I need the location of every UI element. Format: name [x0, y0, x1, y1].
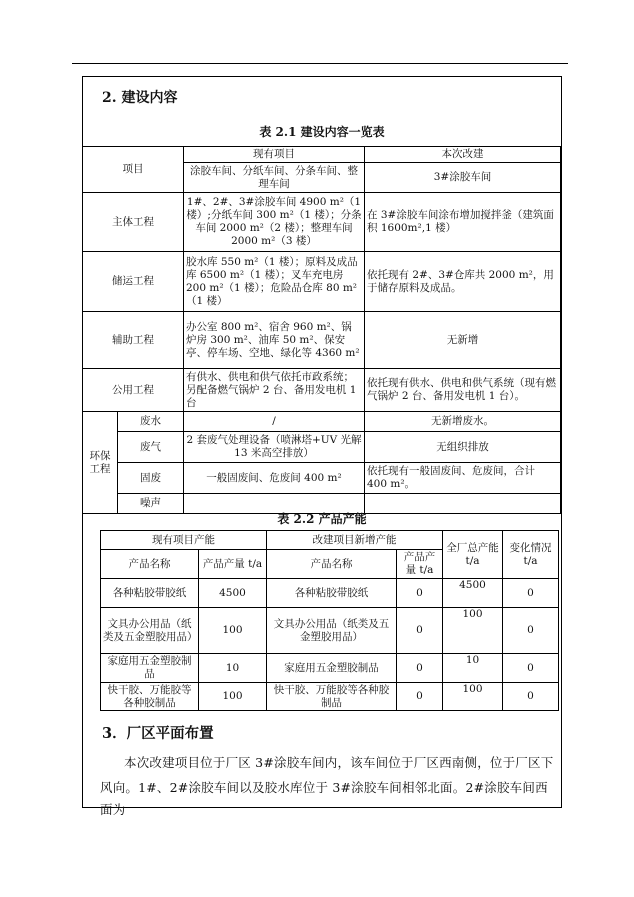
cell-item: 公用工程: [83, 369, 184, 412]
cell-item: 辅助工程: [83, 312, 184, 369]
layout-paragraph-line-2: 风向。1#、2#涂胶车间以及胶水库位于 3#涂胶车间相邻北面。2#涂胶车间西面为: [100, 780, 548, 817]
cell-item: 主体工程: [83, 193, 184, 252]
cell-change: 无组织排放: [365, 432, 561, 463]
cell-qty-new: 0: [397, 683, 443, 711]
table-row: [83, 432, 561, 463]
cell-name: 各种粘胶带胶纸: [101, 579, 199, 608]
cell-name-new: 快干胶、万能胶等各种胶制品: [267, 683, 397, 711]
cell-qty: 100: [199, 608, 267, 654]
cell-name: 快干胶、万能胶等各种胶制品: [101, 683, 199, 711]
table-row: [83, 193, 561, 252]
table-row: [83, 252, 561, 312]
cell-existing: 办公室 800 m²、宿舍 960 m²、锅炉房 300 m²、油库 50 m²、保安亭、停车场、空地、绿化等 4360 m²: [184, 312, 365, 369]
table-row: [101, 608, 559, 654]
cell-change: 无新增废水。: [365, 412, 561, 432]
cell-existing: 有供水、供电和供气依托市政系统；另配备燃气锅炉 2 台、备用发电机 1 台: [184, 369, 365, 412]
cell-qty-new: 0: [397, 579, 443, 608]
cell-existing: 胶水库 550 m²（1 楼）；原料及成品库 6500 m²（1 楼）；叉车充电房 200 m²（1 楼）；危险品仓库 80 m²（1 楼）: [184, 252, 365, 312]
cell-name-new: 文具办公用品（纸类及五金塑胶用品）: [267, 608, 397, 654]
header-product-qty: 产品产量 t/a: [397, 550, 443, 579]
table-2-2-caption: 表 2.2 产品产能: [277, 512, 367, 526]
cell-name: 家庭用五金塑胶制品: [101, 654, 199, 683]
cell-item: 储运工程: [83, 252, 184, 312]
cell-item: 固废: [118, 463, 184, 494]
cell-existing: /: [184, 412, 365, 432]
cell-total: 10: [443, 654, 503, 683]
section-3-heading: 3．厂区平面布置: [102, 725, 214, 742]
header-existing-capacity: 现有项目产能: [101, 531, 267, 550]
table-2-1-caption: 表 2.1 建设内容一览表: [259, 125, 385, 139]
cell-qty: 4500: [199, 579, 267, 608]
cell-total: 100: [443, 683, 503, 711]
layout-paragraph-line-1: 本次改建项目位于厂区 3#涂胶车间内，该车间位于厂区西南侧，位于厂区下: [124, 755, 554, 770]
table-row: [101, 683, 559, 711]
cell-item: 噪声: [118, 494, 184, 514]
table-row: [101, 579, 559, 608]
construction-content-table: [82, 146, 561, 514]
page-header-rule: [72, 63, 568, 64]
cell-qty-new: 0: [397, 608, 443, 654]
env-group-label: 环保工程: [83, 412, 118, 514]
cell-qty: 10: [199, 654, 267, 683]
cell-name: 文具办公用品（纸类及五金塑胶用品）: [101, 608, 199, 654]
table-row: [83, 369, 561, 412]
cell-item: 废水: [118, 412, 184, 432]
header-product-name: 产品名称: [101, 550, 199, 579]
cell-change: 3#涂胶车间: [365, 163, 561, 193]
cell-existing: 一般固废间、危废间 400 m²: [184, 463, 365, 494]
header-change: 变化情况 t/a: [503, 531, 559, 579]
header-existing: 现有项目: [184, 147, 365, 163]
table-header-row: [83, 147, 561, 163]
table-row: [101, 654, 559, 683]
cell-change: 依托现有供水、供电和供气系统（现有燃气锅炉 2 台、备用发电机 1 台）。: [365, 369, 561, 412]
cell-existing: 1#、2#、3#涂胶车间 4900 m²（1楼）;分纸车间 300 m²（1 楼）；分条车间 2000 m²（2 楼）；整理车间 2000 m²（3 楼）: [184, 193, 365, 252]
table-row: [83, 312, 561, 369]
header-total: 全厂总产能 t/a: [443, 531, 503, 579]
header-item: 项目: [83, 147, 184, 193]
cell-change: 无新增: [365, 312, 561, 369]
header-new-capacity: 改建项目新增产能: [267, 531, 443, 550]
cell-name-new: 家庭用五金塑胶制品: [267, 654, 397, 683]
cell-total: 4500: [443, 579, 503, 608]
cell-change: 在 3#涂胶车间涂布增加搅拌釜（建筑面积 1600m²,1 楼）: [365, 193, 561, 252]
cell-existing: 2 套废气处理设备（喷淋塔+UV 光解 13 米高空排放）: [184, 432, 365, 463]
header-product-name: 产品名称: [267, 550, 397, 579]
table-row: [83, 463, 561, 494]
cell-change: 依托现有 2#、3#仓库共 2000 m²，用于储存原料及成品。: [365, 252, 561, 312]
cell-name-new: 各种粘胶带胶纸: [267, 579, 397, 608]
table-row: [83, 412, 561, 432]
cell-existing: 涂胶车间、分纸车间、分条车间、整理车间: [184, 163, 365, 193]
cell-qty: 100: [199, 683, 267, 711]
header-product-qty: 产品产量 t/a: [199, 550, 267, 579]
cell-change: 0: [503, 683, 559, 711]
cell-change: 依托现有一般固废间、危废间，合计 400 m²。: [365, 463, 561, 494]
cell-change: 0: [503, 608, 559, 654]
section-2-heading: 2. 建设内容: [102, 90, 178, 106]
table-header-row: [101, 531, 559, 550]
cell-change: 0: [503, 654, 559, 683]
cell-change: 0: [503, 579, 559, 608]
cell-qty-new: 0: [397, 654, 443, 683]
cell-total: 100: [443, 608, 503, 654]
product-capacity-table: [100, 530, 559, 711]
cell-item: 废气: [118, 432, 184, 463]
header-change: 本次改建: [365, 147, 561, 163]
